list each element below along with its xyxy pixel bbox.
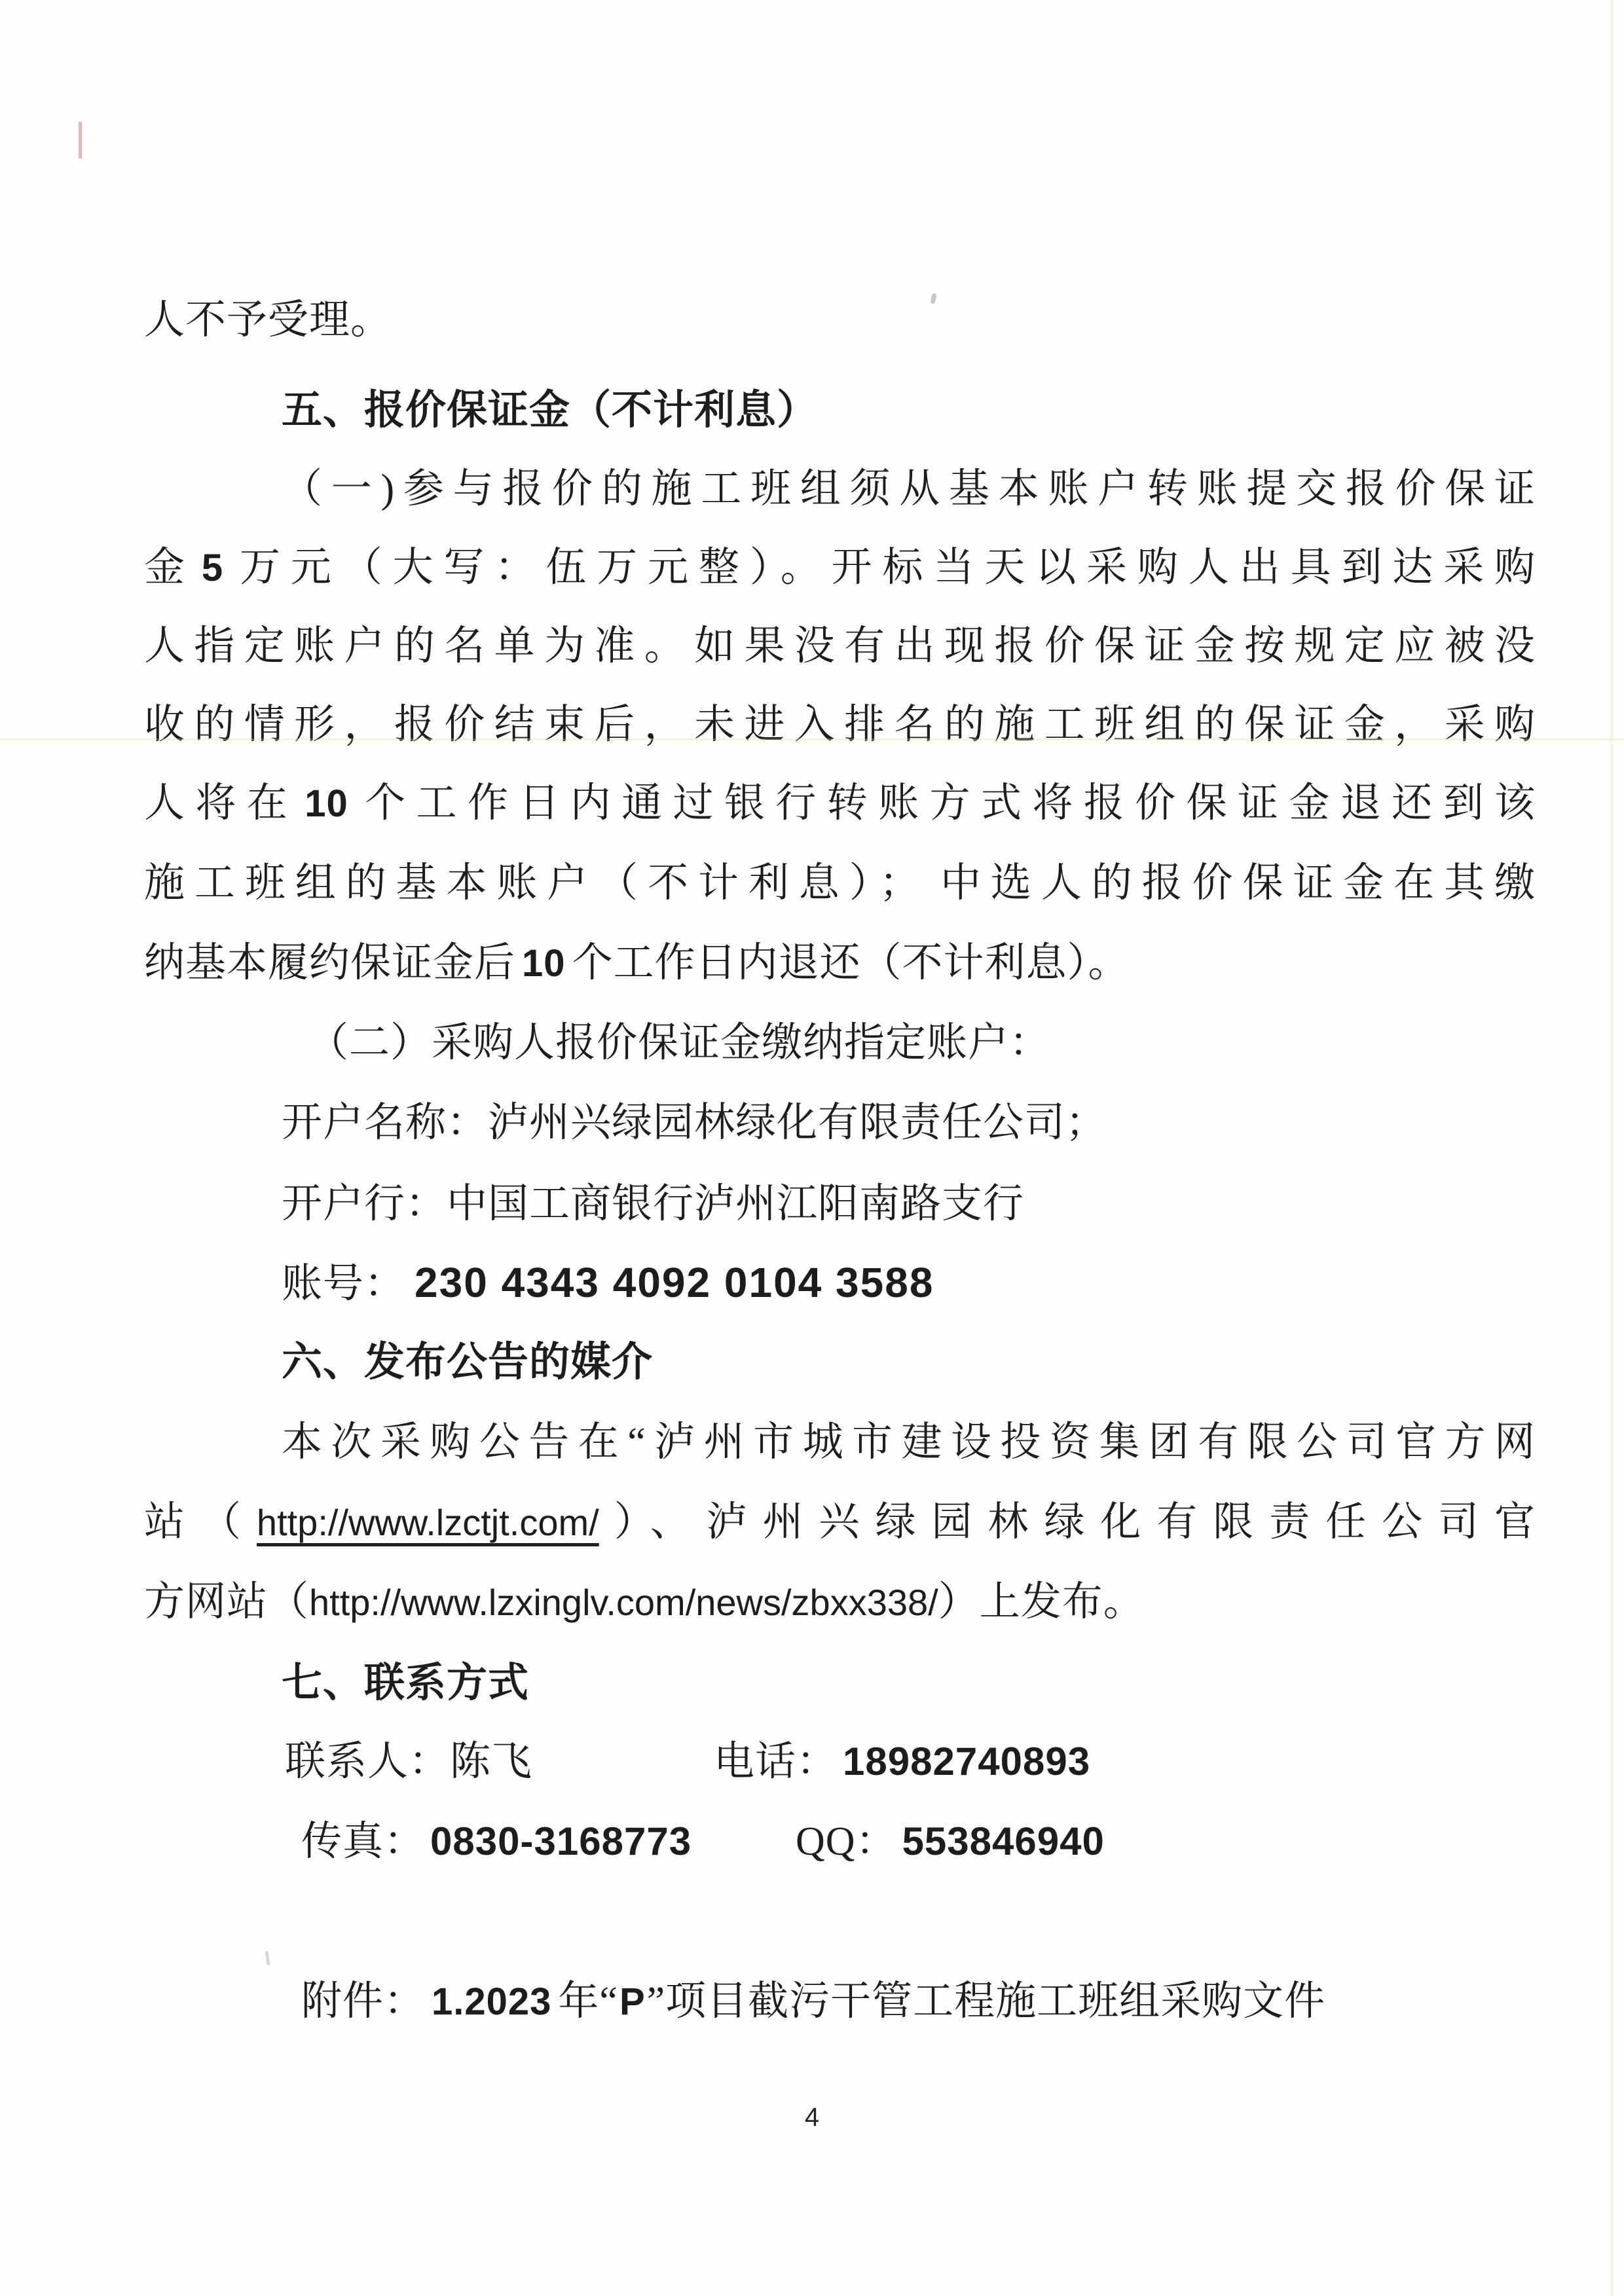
website-link-lzxinglv[interactable]: http://www.lzxinglv.com/news/zbxx338/ xyxy=(309,1582,938,1623)
workdays-number: 10 xyxy=(304,782,348,825)
attachment-line xyxy=(144,1976,1624,2028)
contact-person-label: 联系人： xyxy=(285,1740,451,1784)
contact-person-name: 陈飞 xyxy=(450,1740,533,1784)
project-code: P xyxy=(619,1980,646,2023)
sec5-para1-line6: 施工班组的基本账户（不计利息）； 中选人的报价保证金在其缴 xyxy=(144,861,1536,905)
fax-label: 传真： xyxy=(301,1819,426,1864)
scan-artifact-speck xyxy=(79,122,82,158)
section5-heading: 五、报价保证金（不计利息） xyxy=(282,388,819,433)
section7-heading: 七、联系方式 xyxy=(282,1661,530,1705)
sec5-para1-line5 xyxy=(144,778,1536,829)
section6-heading: 六、发布公告的媒介 xyxy=(282,1340,654,1385)
sec6-line3 xyxy=(144,1576,1536,1628)
sec5-para2-heading: （二）采购人报价保证金缴纳指定账户： xyxy=(308,1021,1051,1065)
fax-group xyxy=(301,1816,692,1867)
account-number-value: 230 4343 4092 0104 3588 xyxy=(415,1259,934,1306)
carryover-line: 人不予受理。 xyxy=(144,298,392,342)
text-run: 金 xyxy=(144,545,195,590)
contact-person-group xyxy=(285,1736,532,1787)
text-run: 个工作日内通过银行转账方式将报价保证金退还到该 xyxy=(354,781,1536,826)
contact-phone-group xyxy=(714,1736,1090,1787)
account-number-label: 账号： xyxy=(282,1262,406,1306)
sec5-para1-line2 xyxy=(144,542,1536,594)
text-run: ）上发布。 xyxy=(938,1580,1145,1624)
qq-number: 553846940 xyxy=(902,1819,1105,1863)
sec5-para1-line1: （一)参与报价的施工班组须从基本账户转账提交报价保证 xyxy=(282,467,1536,511)
account-bank-line: 开户行：中国工商银行泸州江阳南路支行 xyxy=(282,1182,1025,1226)
text-run: 站（ xyxy=(144,1500,257,1544)
text-run: 年“ xyxy=(558,1979,618,2024)
sec6-line1: 本次采购公告在“泸州市城市建设投资集团有限公司官方网 xyxy=(282,1420,1536,1465)
phone-label: 电话： xyxy=(714,1740,838,1784)
fax-number: 0830-3168773 xyxy=(430,1819,692,1863)
page-number: 4 xyxy=(804,2103,820,2132)
website-link-lzctjt[interactable]: http://www.lzctjt.com/ xyxy=(256,1502,599,1543)
text-block xyxy=(144,0,1536,2296)
text-run: 方网站（ xyxy=(144,1580,310,1624)
attachment-index-year: 1.2023 xyxy=(432,1980,552,2023)
sec6-line2 xyxy=(144,1497,1536,1548)
sec5-para1-line3: 人指定账户的名单为准。如果没有出现报价保证金按规定应被没 xyxy=(144,624,1536,668)
qq-group xyxy=(796,1816,1105,1867)
sec5-para1-line7 xyxy=(144,938,1536,989)
text-run: 万元（大写：伍万元整）。开标当天以采购人出具到达采购 xyxy=(230,545,1536,590)
account-number-line xyxy=(144,1257,1624,1309)
text-run: 个工作日内退还（不计利息）。 xyxy=(572,941,1130,985)
attachment-label: 附件： xyxy=(301,1979,426,2024)
account-name-line: 开户名称：泸州兴绿园林绿化有限责任公司； xyxy=(282,1101,1107,1145)
text-run: 人将在 xyxy=(144,781,299,826)
qq-label: QQ： xyxy=(796,1819,897,1864)
phone-number: 18982740893 xyxy=(843,1740,1091,1783)
amount-number: 5 xyxy=(201,547,224,589)
text-run: 纳基本履约保证金后 xyxy=(144,941,516,985)
workdays-number: 10 xyxy=(522,942,566,985)
text-run: ”项目截污干管工程施工班组采购文件 xyxy=(646,1979,1326,2024)
text-run: ）、泸州兴绿园林绿化有限责任公司官 xyxy=(599,1500,1536,1544)
sec5-para1-line4: 收的情形，报价结束后，未进入排名的施工班组的保证金，采购 xyxy=(144,702,1536,747)
